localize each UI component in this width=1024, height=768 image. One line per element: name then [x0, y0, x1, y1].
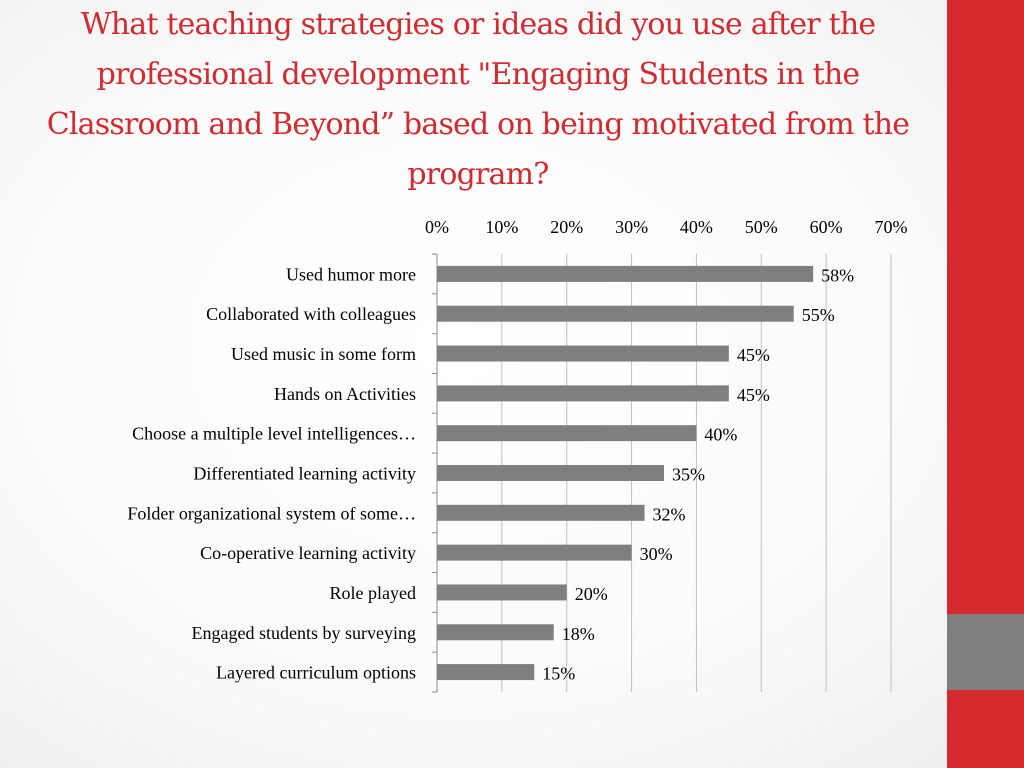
- data-label: 15%: [542, 663, 576, 684]
- data-label: 35%: [672, 464, 705, 485]
- bar: [437, 584, 567, 600]
- sidebar-red-block-top: [947, 0, 1024, 614]
- category-label: Used humor more: [286, 264, 416, 285]
- bar: [437, 266, 813, 282]
- data-label: 45%: [736, 345, 770, 366]
- x-axis-ticks: [425, 217, 908, 237]
- category-label: Used music in some form: [231, 344, 416, 365]
- bar: [437, 465, 664, 481]
- decorative-sidebar: [947, 0, 1024, 768]
- category-label: Layered curriculum options: [216, 662, 416, 683]
- category-label: Co-operative learning activity: [200, 543, 416, 564]
- category-label: Differentiated learning activity: [193, 463, 416, 484]
- x-tick-label: 0%: [425, 217, 449, 237]
- category-label: Choose a multiple level intelligences…: [132, 423, 416, 444]
- bar: [437, 624, 554, 640]
- x-tick-label: 40%: [679, 217, 713, 237]
- x-tick-label: 10%: [485, 217, 519, 237]
- data-label: 58%: [821, 265, 855, 286]
- bar: [437, 346, 729, 362]
- category-label: Role played: [329, 582, 416, 603]
- category-label: Collaborated with colleagues: [206, 304, 416, 325]
- slide-title: What teaching strategies or ideas did you use after the professional development "Engaging Students in the Classroom and Beyond” based on being motivated from the program?: [46, 7, 910, 192]
- data-label: 45%: [736, 384, 770, 405]
- bar: [437, 505, 645, 521]
- data-label: 32%: [652, 504, 686, 525]
- category-label: Hands on Activities: [274, 383, 416, 404]
- data-label: 18%: [561, 623, 595, 644]
- x-tick-label: 20%: [550, 217, 584, 237]
- x-tick-label: 30%: [615, 217, 649, 237]
- data-label: 55%: [801, 305, 835, 326]
- chart-bars: [437, 266, 813, 680]
- category-labels: [127, 264, 416, 682]
- x-tick-label: 60%: [809, 217, 843, 237]
- sidebar-red-block-bottom: [947, 690, 1024, 768]
- bar: [437, 425, 696, 441]
- bar: [437, 306, 794, 322]
- data-label: 20%: [574, 583, 608, 604]
- data-label: 40%: [704, 424, 738, 445]
- x-tick-label: 50%: [744, 217, 778, 237]
- sidebar-gray-block: [947, 614, 1024, 690]
- category-label: Folder organizational system of some…: [127, 503, 416, 524]
- bar: [437, 664, 534, 680]
- x-tick-label: 70%: [874, 217, 908, 237]
- bar: [437, 545, 632, 561]
- category-label: Engaged students by surveying: [191, 622, 416, 643]
- bar: [437, 385, 729, 401]
- data-label: 30%: [639, 544, 673, 565]
